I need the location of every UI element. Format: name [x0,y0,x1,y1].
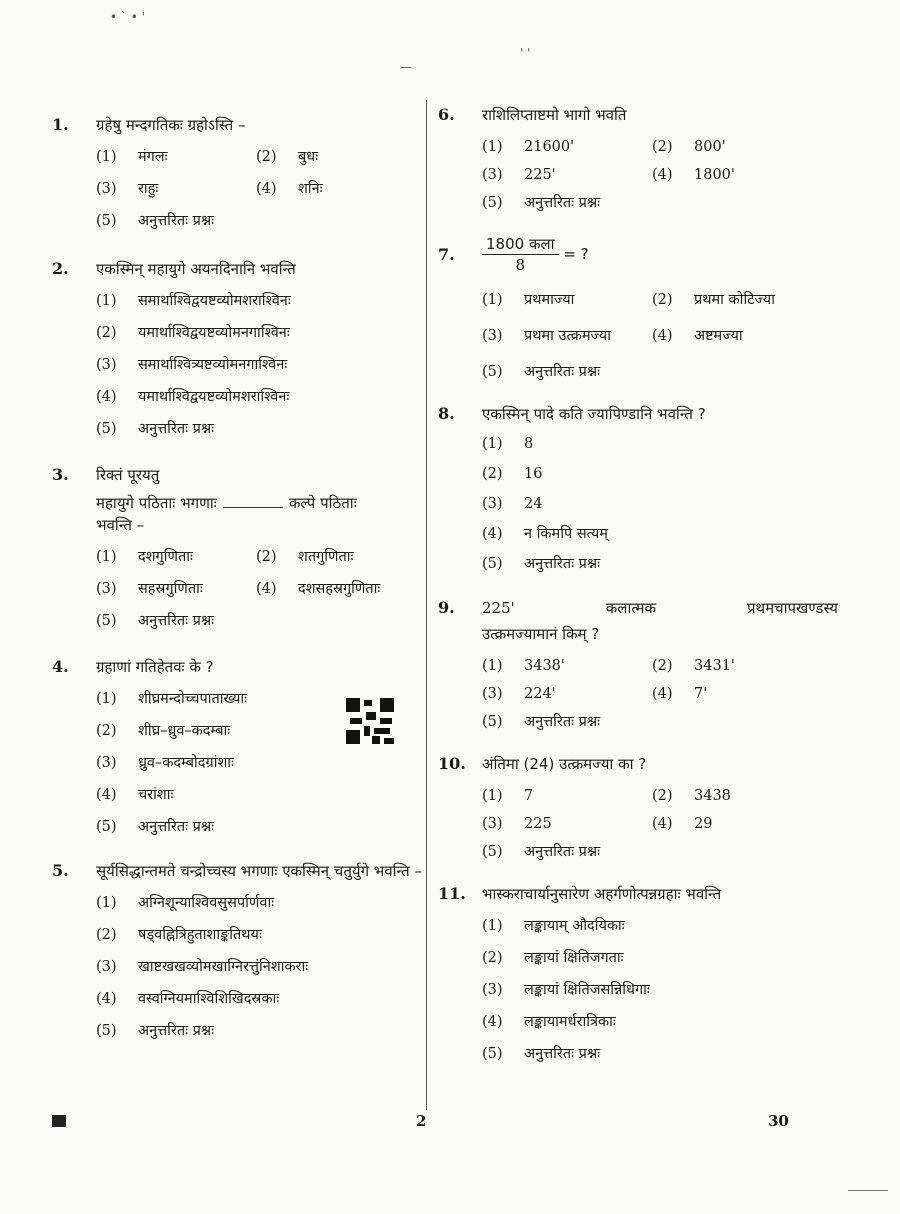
option: (1) 7 [482,788,534,804]
question-text: एकस्मिन् महायुगे अयनदिनानि भवन्ति [96,260,296,278]
question-number: 4. [52,657,69,676]
question-1 [52,114,424,232]
option: (4) न किमपि सत्यम् [482,526,608,542]
right-column [438,100,838,1065]
qr-code [346,698,394,744]
option: (1) 3438' [482,658,565,674]
option: (2) शीघ्र–ध्रुव–कदम्बाः [96,723,231,739]
option: (4) शनिः [256,181,323,197]
question-number: 8. [438,404,455,423]
option: (3) ध्रुव–कदम्बोदग्रांशाः [96,755,234,771]
question-4 [52,656,424,838]
question-number: 2. [52,259,69,278]
option: (2) प्रथमा कोटिज्या [652,292,775,308]
option: (4) वस्वग्नियमाश्विशिखिदस्रकाः [96,991,280,1007]
question-number: 5. [52,861,69,880]
option: (2) षड्वह्नित्रिहुताशाङ्कतिथयः [96,927,262,943]
question-7 [438,234,838,383]
column-divider [426,100,427,1110]
option: (5) अनुत्तरितः प्रश्नः [96,421,215,437]
option: (5) अनुत्तरितः प्रश्नः [482,714,601,730]
question-text-line-3: भवन्ति – [96,516,145,534]
question-text: $\frac{\text{1800 कला}}{8}$ = ? [482,234,838,275]
option: (3) 24 [482,496,543,512]
option: (3) राहुः [96,181,159,197]
option: (5) अनुत्तरितः प्रश्नः [482,844,601,860]
question-text: ग्रहाणां गतिहेतवः के ? [96,658,214,676]
question-text-line-2: उत्क्रमज्यामानं किम् ? [482,625,600,643]
question-text: एकस्मिन् पादे कति ज्यापिण्डानि भवन्ति ? [482,405,706,423]
option: (5) अनुत्तरितः प्रश्नः [96,1023,215,1039]
question-2 [52,258,424,440]
page-number: 2 [416,1112,427,1130]
question-number: 10. [438,754,466,773]
question-number: 11. [438,884,466,903]
option: (2) 16 [482,466,543,482]
fraction: $\frac{\text{1800 कला}}{8}$ [482,234,559,275]
option: (3) खाष्टखखव्योमखाग्निरत्तुंनिशाकराः [96,959,309,975]
option: (1) प्रथमाज्या [482,292,575,308]
footer-square-mark [52,1115,66,1127]
option: (5) अनुत्तरितः प्रश्नः [96,819,215,835]
question-number: 6. [438,105,455,124]
question-number: 7. [438,244,455,264]
question-8 [438,403,838,575]
option: (5) अनुत्तरितः प्रश्नः [482,364,601,380]
option: (4) अष्टमज्या [652,328,743,344]
option: (4) लङ्कायामर्धरात्रिकाः [482,1014,616,1030]
question-text: अंतिमा (24) उत्क्रमज्या का ? [482,755,647,773]
option: (3) 225' [482,167,556,183]
option: (3) सहस्रगुणिताः [96,581,203,597]
question-5 [52,860,424,1042]
option: (2) शतगुणिताः [256,549,354,565]
scan-artifact: ' ' [520,46,531,60]
question-text: रिक्तं पूरयतु [96,466,160,484]
question-text: ग्रहेषु मन्दगतिकः ग्रहोऽस्ति – [96,116,246,134]
option: (1) मंगलः [96,149,168,165]
option: (3) 224' [482,686,556,702]
left-column [52,100,424,1042]
question-number: 3. [52,465,69,484]
option: (1) लङ्कायाम् औदयिकाः [482,918,625,934]
option: (5) अनुत्तरितः प्रश्नः [482,195,601,211]
question-number: 1. [52,115,69,134]
scan-artifact: • ` • ' [110,10,145,24]
option: (1) 8 [482,436,534,452]
fill-blank [223,493,283,508]
option: (2) लङ्कायां क्षितिजगताः [482,950,624,966]
option: (1) अग्निशून्याश्विवसुसर्पार्णवाः [96,895,275,911]
option: (5) अनुत्तरितः प्रश्नः [482,556,601,572]
question-text: सूर्यसिद्धान्तमते चन्द्रोच्चस्य भगणाः एकस्मिन् चतुर्युगे भवन्ति – [96,862,423,880]
option: (5) अनुत्तरितः प्रश्नः [96,613,215,629]
option: (2) बुधः [256,149,319,165]
option: (2) 3431' [652,658,735,674]
question-6 [438,104,838,214]
option: (3) समार्थाश्वित्र्यष्टव्योमनगाश्विनः [96,357,288,373]
option: (5) अनुत्तरितः प्रश्नः [482,1046,601,1062]
option: (4) 29 [652,816,713,832]
paper-code: 30 [768,1112,789,1130]
option: (4) चरांशाः [96,787,174,803]
option: (3) 225 [482,816,552,832]
scan-artifact [848,1190,888,1191]
option: (4) यमार्थाश्विद्वयष्टव्योमशराश्विनः [96,389,290,405]
question-text: राशिलिप्ताष्टमो भागो भवति [482,106,627,124]
option: (1) 21600' [482,139,575,155]
question-number: 9. [438,598,455,617]
option: (4) 7' [652,686,708,702]
option: (2) 800' [652,139,726,155]
question-3 [52,464,424,632]
option: (4) 1800' [652,167,735,183]
question-text: भास्कराचार्यानुसारेण अहर्गणोत्पन्नग्रहाः भवन्ति [482,885,722,903]
question-text: 225' कलात्मक प्रथमचापखण्डस्य [482,599,838,617]
option: (1) शीघ्रमन्दोच्चपाताख्याः [96,691,248,707]
option: (1) दशगुणिताः [96,549,193,565]
option: (4) दशसहस्रगुणिताः [256,581,381,597]
option: (2) 3438 [652,788,731,804]
option: (2) यमार्थाश्विद्वयष्टव्योमनगाश्विनः [96,325,290,341]
option: (3) प्रथमा उत्क्रमज्या [482,328,611,344]
question-11 [438,883,838,1065]
option: (5) अनुत्तरितः प्रश्नः [96,213,215,229]
option: (3) लङ्कायां क्षितिजसन्निधिगाः [482,982,650,998]
option: (1) समार्थाश्विद्वयष्टव्योमशराश्विनः [96,293,291,309]
question-10 [438,753,838,863]
scan-artifact: — [400,60,412,74]
question-text-line-2: महायुगे पठिताः भगणाः कल्पे पठिताः [96,494,357,512]
question-9 [438,597,838,733]
